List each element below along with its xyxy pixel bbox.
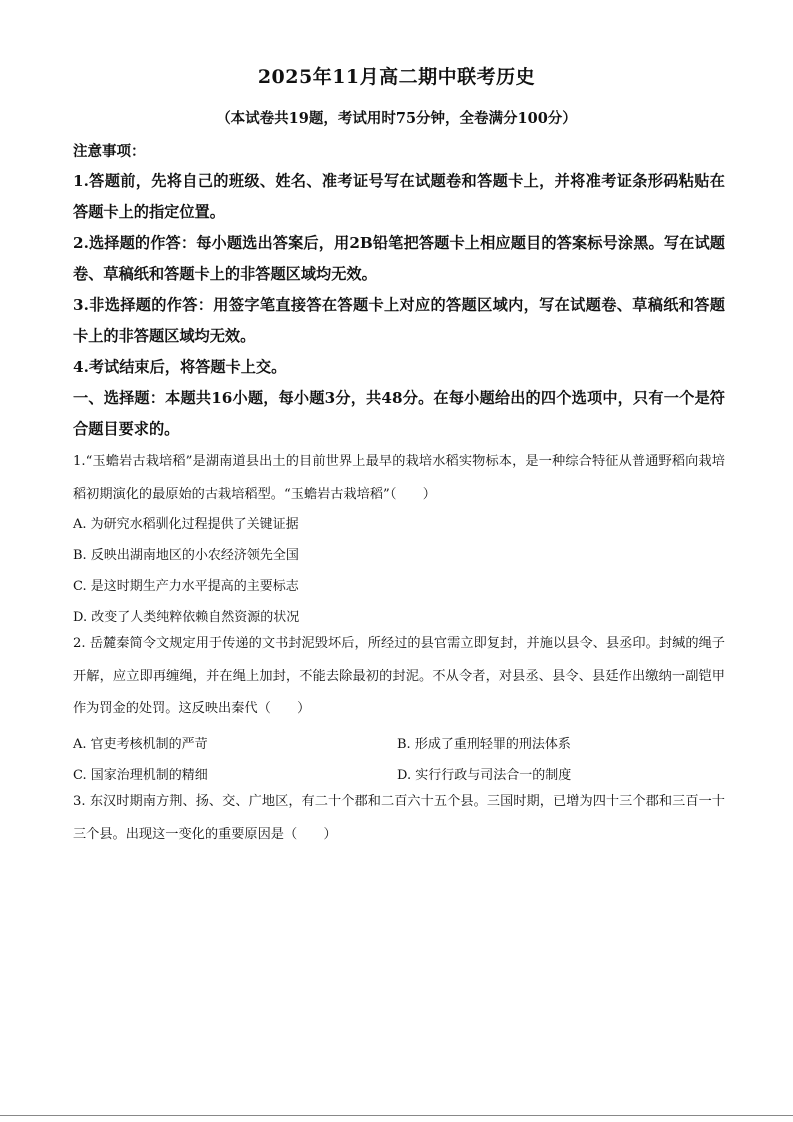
question-3-stem: 3. 东汉时期南方荆、扬、交、广地区，有二十个郡和二百六十五个县。三国时期，已增为四十三个郡和三百一十三个县。出现这一变化的重要原因是（ ） [73, 794, 725, 842]
exam-info-subtitle: （本试卷共19题，考试用时75分钟，全卷满分100分） [216, 110, 577, 127]
question-1-option-b: B. 反映出湖南地区的小农经济领先全国 [73, 548, 299, 563]
question-1-option-a: A. 为研究水稻驯化过程提供了关键证据 [73, 517, 299, 532]
question-2-option-c: C. 国家治理机制的精细 [73, 768, 208, 783]
notice-item-1: 1.答题前，先将自己的班级、姓名、准考证号写在试题卷和答题卡上，并将准考证条形码粘贴在答题卡上的指定位置。 [73, 172, 725, 221]
question-1-stem: 1.“玉蟾岩古栽培稻”是湖南道县出土的目前世界上最早的栽培水稻实物标本，是一种综合特征从普通野稻向栽培稻初期演化的最原始的古栽培稻型。“玉蟾岩古栽培稻”（ ） [73, 454, 725, 502]
question-2-option-b: B. 形成了重刑轻罪的刑法体系 [397, 737, 571, 752]
notice-item-4: 4.考试结束后，将答题卡上交。 [73, 358, 287, 376]
question-2-option-d: D. 实行行政与司法合一的制度 [397, 768, 572, 783]
notice-item-2: 2.选择题的作答：每小题选出答案后，用2B铅笔把答题卡上相应题目的答案标号涂黑。写在试题卷、草稿纸和答题卡上的非答题区域均无效。 [73, 234, 725, 283]
question-1-option-c: C. 是这时期生产力水平提高的主要标志 [73, 579, 299, 594]
notice-item-3: 3.非选择题的作答：用签字笔直接答在答题卡上对应的答题区域内，写在试题卷、草稿纸和答题卡上的非答题区域均无效。 [73, 296, 725, 345]
notice-heading: 注意事项： [73, 143, 146, 160]
question-1-option-d: D. 改变了人类纯粹依赖自然资源的状况 [73, 610, 300, 625]
question-2-option-a: A. 官吏考核机制的严苛 [73, 737, 208, 752]
question-2-stem: 2. 岳麓秦简令文规定用于传递的文书封泥毁坏后，所经过的县官需立即复封，并施以县令、县丞印。封缄的绳子开解，应立即再缠绳，并在绳上加封，不能去除最初的封泥。不从令者，对县丞、县令、县廷作出缴纳一副铠甲作为罚金的处罚。这反映出秦代（ ） [73, 636, 725, 716]
section-heading: 一、选择题：本题共16小题，每小题3分，共48分。在每小题给出的四个选项中，只有一个是符合题目要求的。 [73, 389, 725, 438]
page-bottom-divider [0, 1115, 793, 1116]
page-title: 2025年11月高二期中联考历史 [257, 66, 536, 88]
